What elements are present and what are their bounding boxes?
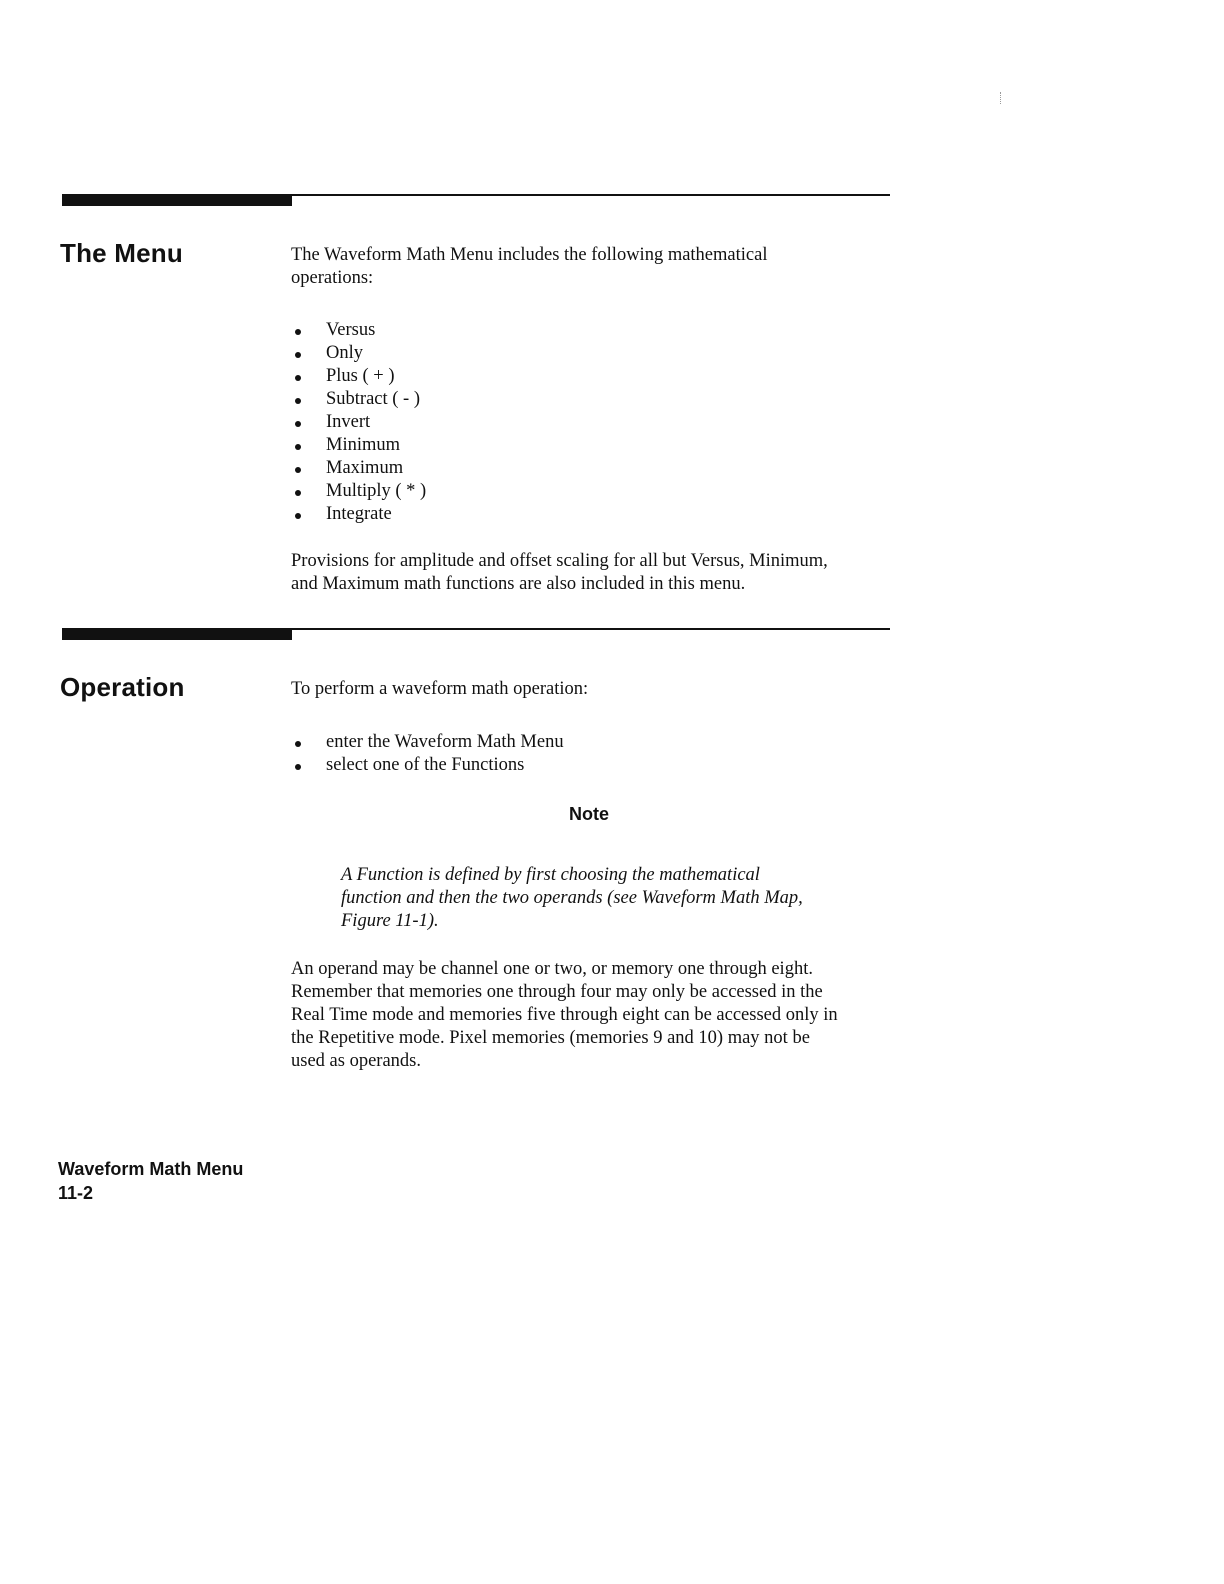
menu-intro-line: The Waveform Math Menu includes the following mathematical	[291, 245, 768, 265]
list-item-label: Invert	[326, 412, 371, 432]
operand-line: Real Time mode and memories five through eight can be accessed only in	[291, 1005, 838, 1025]
bullet-icon	[295, 467, 301, 473]
list-item-label: Subtract ( - )	[326, 389, 421, 409]
bullet-icon	[295, 375, 301, 381]
provisions-line: Provisions for amplitude and offset scaling for all but Versus, Minimum,	[291, 551, 828, 571]
bullet-icon	[295, 490, 301, 496]
list-item	[291, 411, 426, 434]
list-item	[291, 342, 426, 365]
list-item	[291, 319, 426, 342]
operand-paragraph	[291, 958, 891, 1073]
page-number: 11-2	[58, 1183, 94, 1203]
note-line: Figure 11-1).	[341, 911, 439, 931]
page-footer	[58, 1157, 243, 1205]
list-item-label: select one of the Functions	[326, 755, 525, 775]
bullet-icon	[295, 741, 301, 747]
list-item-label: Only	[326, 343, 363, 363]
section-rule-thick	[62, 628, 292, 640]
scan-speck	[1000, 92, 1002, 104]
footer-title: Waveform Math Menu	[58, 1159, 244, 1179]
note-line: function and then the two operands (see Waveform Math Map,	[341, 888, 803, 908]
list-item-label: Integrate	[326, 504, 392, 524]
bullet-icon	[295, 444, 301, 450]
bullet-icon	[295, 398, 301, 404]
heading-the-menu: The Menu	[60, 238, 183, 268]
list-item-label: enter the Waveform Math Menu	[326, 732, 564, 752]
operand-line: Remember that memories one through four may only be accessed in the	[291, 982, 823, 1002]
operations-list	[291, 319, 426, 526]
list-item	[291, 434, 426, 457]
operation-intro: To perform a waveform math operation:	[291, 679, 589, 699]
note-text	[341, 864, 841, 933]
operation-steps-list	[291, 731, 564, 777]
list-item	[291, 388, 426, 411]
operand-line: used as operands.	[291, 1051, 421, 1071]
heading-operation: Operation	[60, 672, 185, 702]
list-item	[291, 731, 564, 754]
note-line: A Function is defined by first choosing the mathematical	[341, 865, 760, 885]
list-item-label: Plus ( + )	[326, 366, 395, 386]
bullet-icon	[295, 421, 301, 427]
bullet-icon	[295, 513, 301, 519]
bullet-icon	[295, 764, 301, 770]
provisions-paragraph	[291, 550, 891, 596]
section-rule-thin	[290, 628, 890, 630]
operand-line: An operand may be channel one or two, or memory one through eight.	[291, 959, 813, 979]
section-rule-thin	[290, 194, 890, 196]
list-item-label: Minimum	[326, 435, 401, 455]
section-rule-thick	[62, 194, 292, 206]
list-item-label: Versus	[326, 320, 376, 340]
list-item	[291, 457, 426, 480]
list-item	[291, 480, 426, 503]
provisions-line: and Maximum math functions are also included in this menu.	[291, 574, 746, 594]
menu-intro-line: operations:	[291, 268, 374, 288]
list-item-label: Multiply ( * )	[326, 481, 427, 501]
list-item	[291, 365, 426, 388]
section-rule-operation	[62, 628, 890, 640]
list-item	[291, 754, 564, 777]
bullet-icon	[295, 329, 301, 335]
section-rule-menu	[62, 194, 890, 206]
operand-line: the Repetitive mode. Pixel memories (memories 9 and 10) may not be	[291, 1028, 810, 1048]
list-item-label: Maximum	[326, 458, 404, 478]
bullet-icon	[295, 352, 301, 358]
menu-intro-paragraph	[291, 244, 891, 290]
list-item	[291, 503, 426, 526]
note-title: Note	[569, 804, 609, 824]
